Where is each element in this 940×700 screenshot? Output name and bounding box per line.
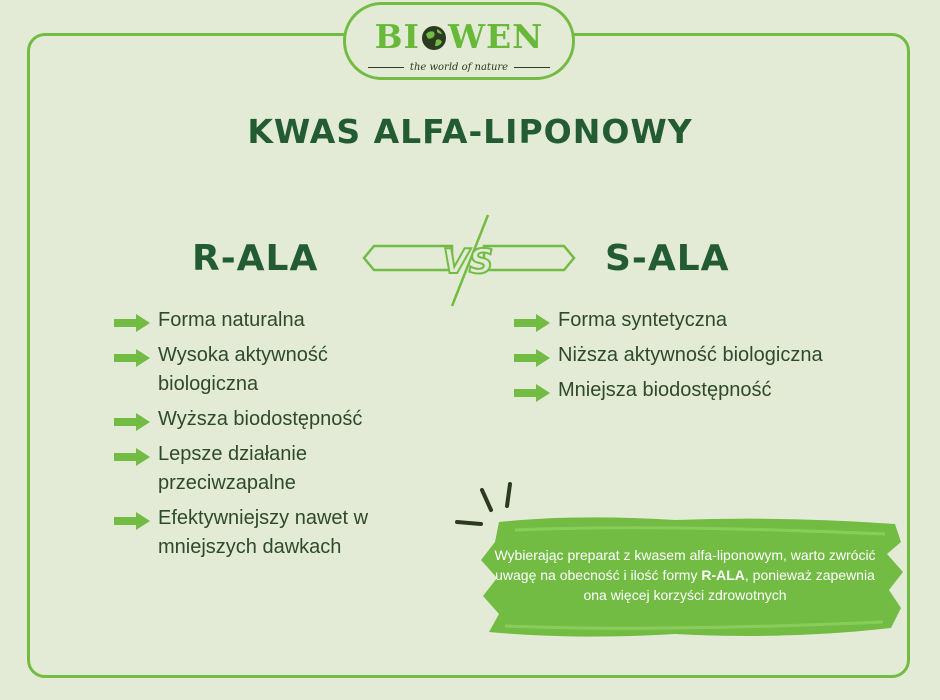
arrow-right-icon <box>114 446 150 464</box>
list-item-text: Efektywniejszy nawet w mniejszych dawkach <box>158 507 369 558</box>
note-text-part2: , ponieważ zapewnia ona więcej korzyści zdrowotnych <box>583 567 875 603</box>
list-item-text: Forma syntetyczna <box>558 309 727 331</box>
right-feature-list <box>514 306 834 411</box>
list-item-text: Lepsze działanie przeciwzapalne <box>158 443 307 494</box>
note-text-bold: R-ALA <box>701 567 745 583</box>
list-item-text: Wyższa biodostępność <box>158 408 363 430</box>
note-text <box>490 545 880 605</box>
arrow-right-icon <box>514 312 550 330</box>
globe-icon <box>420 21 448 60</box>
attention-lines-icon <box>457 484 510 524</box>
list-item-text: Wysoka aktywność biologiczna <box>158 344 328 395</box>
list-item <box>514 341 834 370</box>
left-heading: R-ALA <box>192 238 319 279</box>
left-feature-list <box>114 306 424 568</box>
list-item <box>514 306 834 335</box>
list-item <box>114 504 424 562</box>
list-item-text: Mniejsza biodostępność <box>558 379 772 401</box>
right-heading: S-ALA <box>605 238 730 279</box>
page-title: KWAS ALFA-LIPONOWY <box>247 112 693 151</box>
list-item-text: Niższa aktywność biologiczna <box>558 344 823 366</box>
brand-tagline-text: the world of nature <box>409 61 509 73</box>
arrow-right-icon <box>114 347 150 365</box>
list-item-text: Forma naturalna <box>158 309 305 331</box>
arrow-right-icon <box>114 510 150 528</box>
arrow-right-icon <box>114 411 150 429</box>
arrow-right-icon <box>114 312 150 330</box>
arrow-right-icon <box>514 382 550 400</box>
brand-name-part2: WEN <box>447 17 544 56</box>
vs-label: VS <box>442 242 494 282</box>
vs-icon <box>356 210 581 315</box>
brand-name-part1: BI <box>374 17 420 56</box>
brand-name <box>346 17 572 60</box>
list-item <box>114 341 424 399</box>
note-text-part1: Wybierając preparat z kwasem alfa-liponowym, warto zwrócić uwagę na obecność i ilość formy <box>494 547 876 583</box>
list-item <box>114 405 424 434</box>
list-item <box>114 306 424 335</box>
brand-tagline <box>368 60 550 74</box>
brand-logo <box>343 2 575 80</box>
arrow-right-icon <box>514 347 550 365</box>
list-item <box>114 440 424 498</box>
list-item <box>514 376 834 405</box>
